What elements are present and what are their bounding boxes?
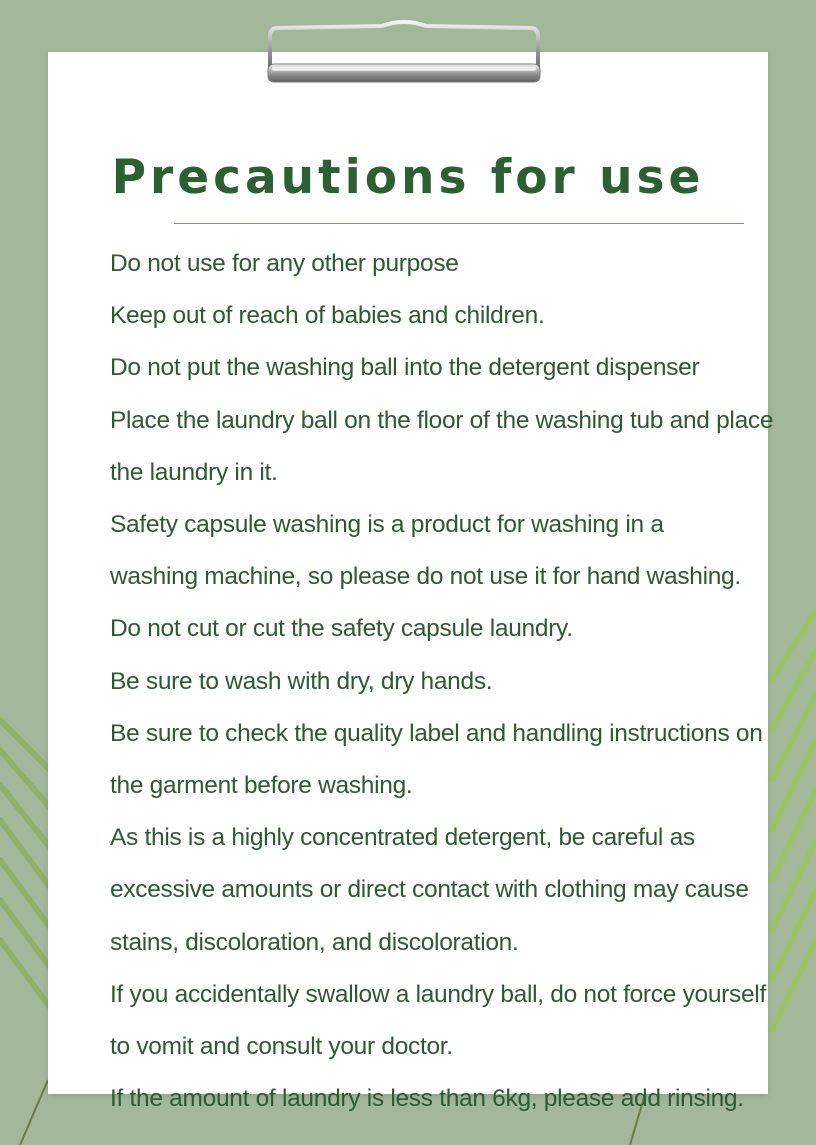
precaution-line: If you accidentally swallow a laundry ball, do not force yourself (110, 980, 766, 1008)
precaution-line: the laundry in it. (110, 458, 278, 486)
precaution-line: Be sure to wash with dry, dry hands. (110, 667, 493, 695)
precaution-line: Be sure to check the quality label and handling instructions on (110, 719, 763, 747)
clipboard-clip-icon (262, 16, 546, 88)
precaution-line: stains, discoloration, and discoloration. (110, 928, 519, 956)
page-title: Precautions for use (111, 150, 705, 205)
precaution-line: the garment before washing. (110, 772, 413, 800)
precaution-line: to vomit and consult your doctor. (110, 1033, 453, 1061)
title-divider (174, 223, 744, 224)
clipboard-paper (48, 52, 774, 1113)
precaution-line: Safety capsule washing is a product for washing in a (110, 511, 664, 539)
precaution-line: excessive amounts or direct contact with clothing may cause (110, 876, 749, 904)
precautions-list (110, 238, 816, 1125)
precaution-line: Do not use for any other purpose (110, 250, 459, 277)
precaution-line: If the amount of laundry is less than 6kg, please add rinsing. (110, 1085, 744, 1113)
precaution-line: washing machine, so please do not use it for hand washing. (110, 563, 741, 591)
precaution-line: Do not cut or cut the safety capsule laundry. (110, 615, 573, 643)
precaution-line: Do not put the washing ball into the detergent dispenser (110, 354, 700, 382)
precaution-line: Keep out of reach of babies and children. (110, 302, 545, 330)
precaution-line: As this is a highly concentrated detergent, be careful as (110, 824, 695, 852)
precaution-line: Place the laundry ball on the floor of the washing tub and place (110, 406, 774, 434)
